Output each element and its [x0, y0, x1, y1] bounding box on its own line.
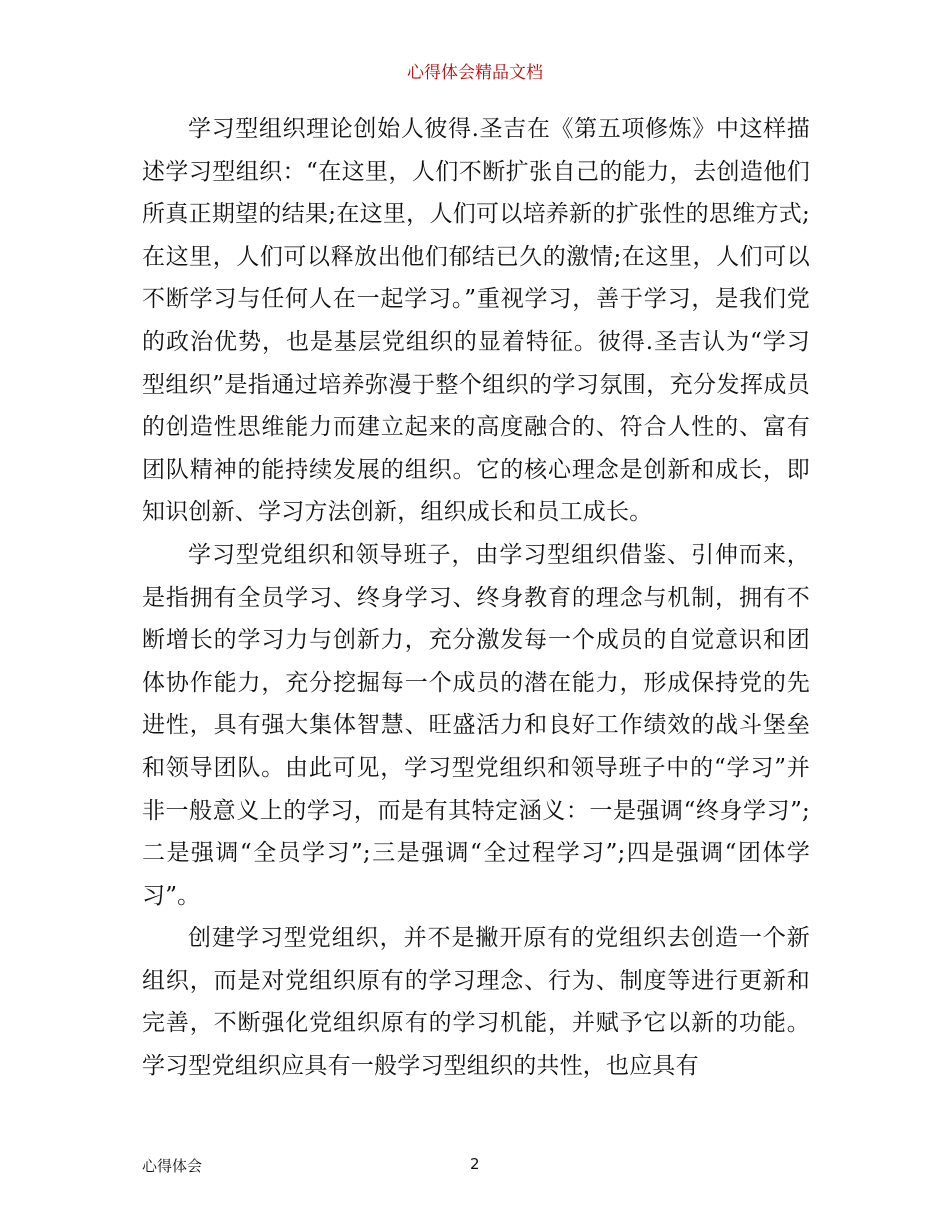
body-paragraph: 学习型组织理论创始人彼得.圣吉在《第五项修炼》中这样描述学习型组织：“在这里，人们不断扩张自己的能力，去创造他们所真正期望的结果;在这里，人们可以培养新的扩张性的思维方式;在这里，人们可以释放出他们郁结已久的激情;在这里，人们可以不断学习与任何人在一起学习。”重视学习，善于学习，是我们党的政治优势，也是基层党组织的显着特征。彼得.圣吉认为“学习型组织”是指通过培养弥漫于整个组织的学习氛围，充分发挥成员的创造性思维能力而建立起来的高度融合的、符合人性的、富有团队精神的能持续发展的组织。它的核心理念是创新和成长，即知识创新、学习方法创新，组织成长和员工成长。 [142, 116, 810, 526]
body-paragraph: 创建学习型党组织，并不是撇开原有的党组织去创造一个新组织，而是对党组织原有的学习理念、行为、制度等进行更新和完善，不断强化党组织原有的学习机能，并赋予它以新的功能。学习型党组织应具有一般学习型组织的共性，也应具有 [142, 925, 810, 1080]
document-footer [142, 1155, 810, 1179]
document-body [142, 108, 810, 1088]
body-paragraph: 学习型党组织和领导班子，由学习型组织借鉴、引伸而来，是指拥有全员学习、终身学习、终身教育的理念与机制，拥有不断增长的学习力与创新力，充分激发每一个成员的自觉意识和团体协作能力，充分挖掘每一个成员的潜在能力，形成保持党的先进性，具有强大集体智慧、旺盛活力和良好工作绩效的战斗堡垒和领导团队。由此可见，学习型党组织和领导班子中的“学习”并非一般意义上的学习，而是有其特定涵义：一是强调“终身学习”;二是强调“全员学习”;三是强调“全过程学习”;四是强调“团体学习”。 [142, 541, 810, 909]
document-header: 心得体会精品文档 [407, 63, 543, 83]
footer-label: 心得体会 [142, 1157, 203, 1175]
page-number: 2 [470, 1155, 480, 1173]
